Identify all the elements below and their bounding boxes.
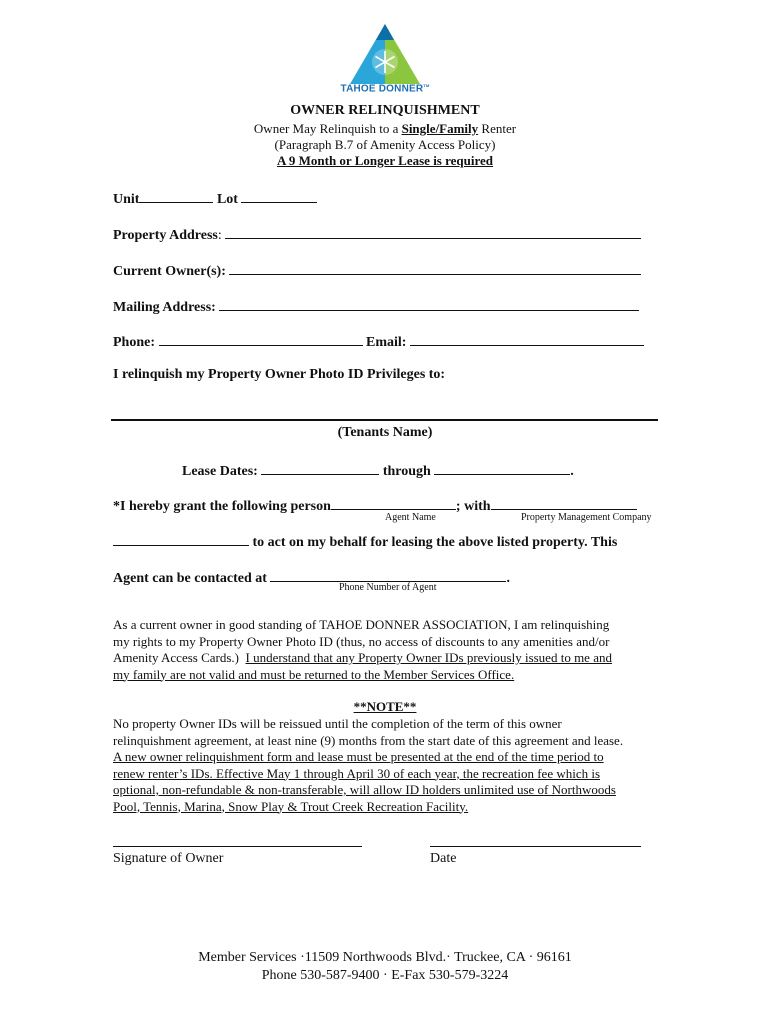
note-title: **NOTE** [353, 699, 417, 714]
footer-contact: Phone 530-587-9400 · E-Fax 530-579-3224 [261, 968, 509, 983]
phone-label: Phone: [113, 335, 155, 350]
tenants-name-field[interactable] [111, 419, 658, 421]
relinquish-statement: I relinquish my Property Owner Photo ID Privileges to: [113, 367, 446, 382]
phone-field[interactable] [159, 331, 363, 346]
note-line: optional, non-refundable & non-transferable, will allow ID holders unlimited use of Northwoods [113, 782, 616, 797]
form-title: OWNER RELINQUISHMENT [290, 103, 480, 118]
form-subtitle: Owner May Relinquish to a Single/Family Renter [253, 121, 517, 136]
current-owner-row [113, 260, 641, 280]
note-paragraph [113, 716, 683, 815]
note-line: renew renter’s IDs. Effective May 1 through April 30 of each year, the recreation fee which is [113, 765, 601, 781]
paragraph-line: Amenity Access Cards.) I understand that any Property Owner IDs previously issued to me and [113, 650, 612, 665]
property-address-row: Property Address: [113, 224, 641, 244]
paragraph-line: my rights to my Property Owner Photo ID (thus, no access of discounts to any amenities and/or [113, 633, 610, 649]
act-on-behalf-text: to act on my behalf for leasing the above listed property. This [252, 535, 618, 550]
logo-text: TAHOE DONNER™ [340, 83, 430, 95]
act-on-behalf-row [113, 531, 617, 551]
agent-phone-field[interactable] [270, 567, 506, 582]
footer-address: Member Services ·11509 Northwoods Blvd.· Truckee, CA · 96161 [198, 950, 572, 965]
agent-name-field[interactable] [331, 495, 456, 510]
mailing-address-row [113, 296, 639, 316]
act-on-behalf-field[interactable] [113, 531, 249, 546]
lease-requirement: A 9 Month or Longer Lease is required [276, 153, 494, 168]
date-label: Date [430, 851, 457, 866]
with-label: ; with [455, 499, 491, 514]
unit-label: Unit [113, 192, 140, 207]
policy-reference: (Paragraph B.7 of Amenity Access Policy) [274, 137, 496, 152]
lease-dates-label: Lease Dates: [182, 464, 258, 479]
agent-phone-caption: Phone Number of Agent [339, 582, 437, 593]
mailing-address-field[interactable] [219, 296, 639, 311]
agent-name-caption: Agent Name [385, 512, 436, 523]
owner-statement-paragraph [113, 617, 673, 683]
email-field[interactable] [410, 331, 644, 346]
signature-field[interactable] [113, 846, 362, 847]
property-address-label: Property Address [113, 228, 218, 243]
unit-field[interactable] [139, 188, 213, 203]
agent-contact-label: Agent can be contacted at [113, 571, 267, 586]
note-line: relinquishment agreement, at least nine (9) months from the start date of this agreement and lease. [113, 732, 624, 748]
phone-email-row [113, 331, 644, 351]
current-owner-field[interactable] [229, 260, 641, 275]
paragraph-line: As a current owner in good standing of TAHOE DONNER ASSOCIATION, I am relinquishing [113, 617, 610, 632]
paragraph-line: my family are not valid and must be returned to the Member Services Office. [113, 666, 515, 682]
email-label: Email: [366, 335, 407, 350]
grant-label: *I hereby grant the following person [113, 499, 331, 514]
agent-contact-row: Agent can be contacted at . [113, 567, 510, 587]
management-company-field[interactable] [491, 495, 637, 510]
through-label: through [382, 464, 431, 479]
note-line: A new owner relinquishment form and lease must be presented at the end of the time period to [113, 749, 604, 764]
signature-label: Signature of Owner [113, 851, 224, 866]
mailing-address-label: Mailing Address: [113, 300, 216, 315]
lease-dates-row: Lease Dates: through . [182, 460, 574, 480]
date-field[interactable] [430, 846, 641, 847]
lease-start-field[interactable] [261, 460, 379, 475]
management-company-caption: Property Management Company [521, 512, 652, 523]
note-line: Pool, Tennis, Marina, Snow Play & Trout Creek Recreation Facility. [113, 798, 469, 814]
property-address-field[interactable] [225, 224, 641, 239]
lot-label: Lot [216, 192, 238, 207]
tahoe-donner-logo [330, 20, 440, 95]
tenants-name-label: (Tenants Name) [337, 425, 433, 440]
lot-field[interactable] [241, 188, 317, 203]
current-owner-label: Current Owner(s): [113, 264, 226, 279]
unit-lot-row [113, 188, 317, 208]
note-line: No property Owner IDs will be reissued until the completion of the term of this owner [113, 716, 562, 731]
lease-end-field[interactable] [434, 460, 570, 475]
